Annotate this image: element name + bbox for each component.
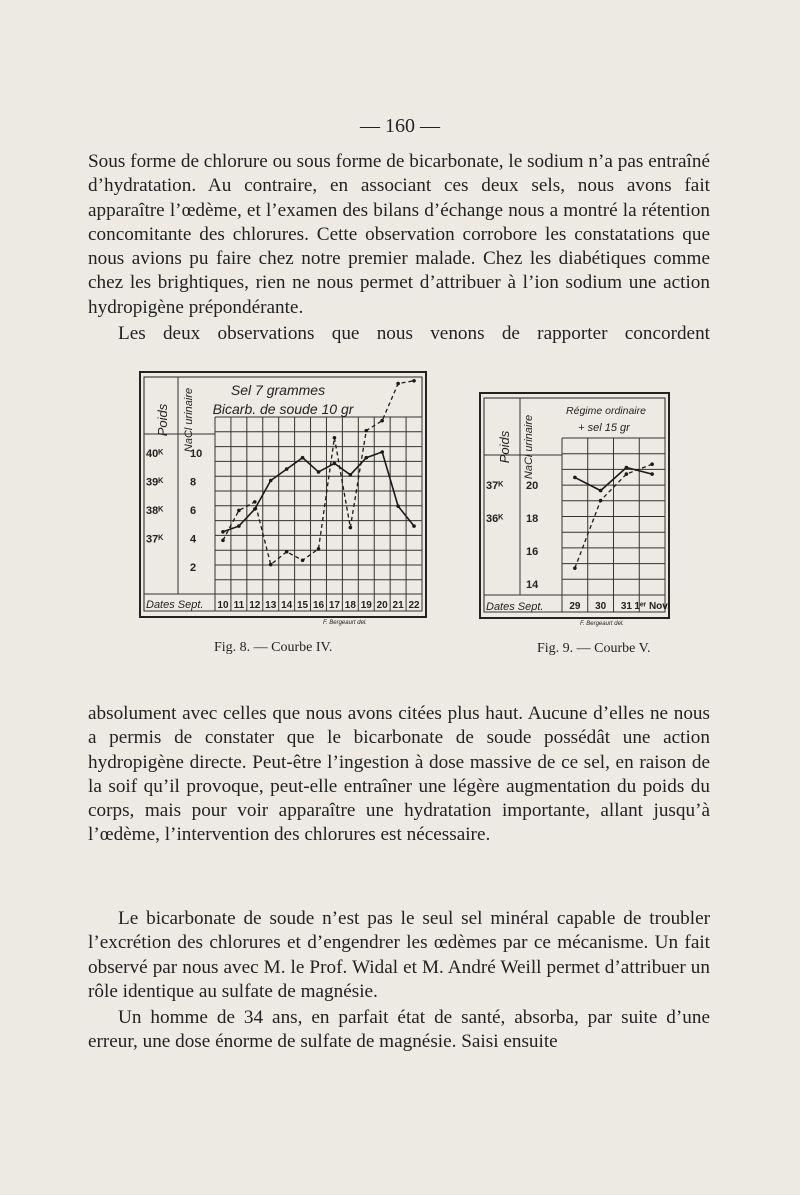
x-tick-label: 31	[620, 601, 632, 612]
x-tick-label: 19	[360, 600, 372, 611]
y-tick-nacl: 18	[526, 513, 539, 525]
data-point-poids	[221, 530, 225, 534]
data-point-poids	[412, 524, 416, 528]
annotation-line-1: Régime ordinaire	[566, 405, 646, 417]
x-tick-label: 22	[408, 600, 420, 611]
x-axis-label: Dates Sept.	[146, 599, 204, 611]
y-tick-poids: 36ᴷ	[486, 513, 504, 525]
y-tick-nacl: 16	[526, 546, 539, 558]
figure-9-chart	[480, 393, 675, 628]
signature: F. Bergeaurt del.	[580, 621, 624, 627]
data-point-poids	[301, 456, 305, 460]
annotation-line-1: Sel 7 grammes	[230, 382, 326, 398]
y-tick-nacl: 8	[190, 476, 197, 489]
y-tick-nacl: 4	[190, 533, 197, 546]
x-tick-label: 17	[328, 600, 340, 611]
figure-9-caption: Fig. 9. — Courbe V.	[537, 641, 651, 656]
x-tick-label: 10	[217, 600, 229, 611]
data-point-poids	[364, 456, 368, 460]
data-point-poids	[625, 466, 629, 470]
x-tick-label: 18	[344, 600, 356, 611]
series-line-poids	[223, 452, 414, 532]
data-point-nacl	[625, 472, 629, 476]
data-point-poids	[285, 467, 289, 471]
page-number: — 160 —	[360, 115, 440, 137]
data-point-nacl	[285, 550, 289, 554]
data-point-nacl	[364, 429, 368, 433]
header-nacl: NaCl urinaire	[183, 387, 195, 453]
x-tick-label: 16	[312, 600, 325, 611]
data-point-poids	[349, 473, 353, 477]
data-point-poids	[333, 462, 337, 466]
x-tick-label: 1ᵉʳ Nov.	[634, 601, 670, 612]
x-tick-label: 12	[249, 600, 261, 611]
data-point-poids	[650, 472, 654, 476]
data-point-poids	[317, 470, 321, 474]
paragraph-2: Les deux observations que nous venons de rapporter concordent	[118, 323, 710, 344]
y-tick-nacl: 2	[190, 562, 197, 574]
y-tick-poids: 40ᴷ	[146, 448, 164, 460]
y-tick-poids: 38ᴷ	[146, 505, 164, 517]
data-point-poids	[573, 476, 577, 480]
y-tick-nacl: 10	[190, 448, 203, 460]
data-point-nacl	[412, 379, 416, 383]
y-tick-nacl: 20	[526, 480, 539, 492]
annotation-line-2: + sel 15 gr	[578, 422, 630, 434]
x-axis-label: Dates Sept.	[486, 601, 544, 613]
data-point-nacl	[650, 462, 654, 466]
paragraph-1: Sous forme de chlorure ou sous forme de bicarbonate, le sodium n’a pas entraîné d’hydratation. Au contraire, en associant ces deux sels, nous avons fait apparaître l’œdème, et l’examen des bilans d’échange nous a montré la rétention concomitante des chlorures. Cette observation corrobore les constatations que nous avions pu faire chez notre premier malade. Chez les diabétiques comme chez les brightiques, rien ne nous permet d’attribuer à l’ion sodium une action hydropigène prépondérante.	[88, 151, 710, 318]
chart-frame	[480, 393, 669, 618]
data-point-poids	[599, 489, 603, 493]
paragraph-3: absolument avec celles que nous avons citées plus haut. Aucune d’elles ne nous a permis de constater que le bicarbonate de soude possédât une action hydropigène directe. Peut-être l’ingestion à dose massive de ce sel, en raison de la soif qu’il provoque, peut-elle entraîner une légère augmentation du poids du corps, mais pour voir apparaître une hydratation importante, allant jusqu’à l’œdème, l’intervention des chlorures est nécessaire.	[88, 703, 710, 846]
chart-grid	[484, 398, 665, 612]
paragraph-5: Un homme de 34 ans, en parfait état de santé, absorba, par suite d’une erreur, une dose énorme de sulfate de magnésie. Saisi ensuite	[88, 1007, 710, 1053]
header-poids: Poids	[497, 430, 512, 464]
chart-inner-frame	[484, 398, 665, 612]
tick-labels	[486, 480, 670, 612]
data-point-poids	[396, 504, 400, 508]
signature: F. Bergeaurt del.	[323, 620, 367, 626]
x-tick-label: 15	[297, 600, 309, 611]
annotation-line-2: Bicarb. de soude 10 gr	[212, 401, 354, 417]
data-point-nacl	[349, 526, 353, 530]
data-point-nacl	[599, 499, 603, 503]
data-point-nacl	[221, 539, 225, 543]
y-tick-poids: 37ᴷ	[146, 533, 164, 546]
y-tick-nacl: 14	[526, 579, 539, 591]
x-tick-label: 30	[595, 601, 607, 612]
figure-8-caption: Fig. 8. — Courbe IV.	[214, 640, 333, 655]
data-point-nacl	[317, 547, 321, 551]
header-poids: Poids	[155, 403, 170, 437]
data-point-nacl	[380, 419, 384, 423]
data-point-poids	[380, 450, 384, 454]
data-point-nacl	[396, 382, 400, 386]
y-tick-nacl: 6	[190, 505, 197, 517]
x-tick-label: 20	[376, 600, 388, 611]
x-tick-label: 21	[392, 600, 404, 611]
x-tick-label: 13	[265, 600, 277, 611]
data-point-nacl	[333, 436, 337, 440]
x-tick-label: 11	[233, 600, 245, 611]
data-point-poids	[237, 524, 241, 528]
x-tick-label: 14	[281, 600, 293, 611]
data-point-nacl	[253, 500, 257, 504]
data-point-nacl	[301, 559, 305, 563]
data-point-nacl	[269, 563, 273, 567]
data-point-poids	[269, 479, 273, 483]
data-point-nacl	[573, 566, 577, 570]
y-tick-poids: 37ᴷ	[486, 480, 504, 492]
y-tick-poids: 39ᴷ	[146, 476, 164, 489]
data-point-nacl	[237, 509, 241, 513]
paragraph-4: Le bicarbonate de soude n’est pas le seul sel minéral capable de troubler l’excrétion des chlorures et d’engendrer les œdèmes par ce mécanisme. Un fait observé par nous avec M. le Prof. Widal et M. André Weill permet d’attribuer un rôle identique au sulfate de magnésie.	[88, 908, 710, 1002]
x-tick-label: 29	[569, 601, 581, 612]
figure-8-chart	[140, 372, 430, 627]
header-nacl: NaCl urinaire	[523, 414, 535, 480]
